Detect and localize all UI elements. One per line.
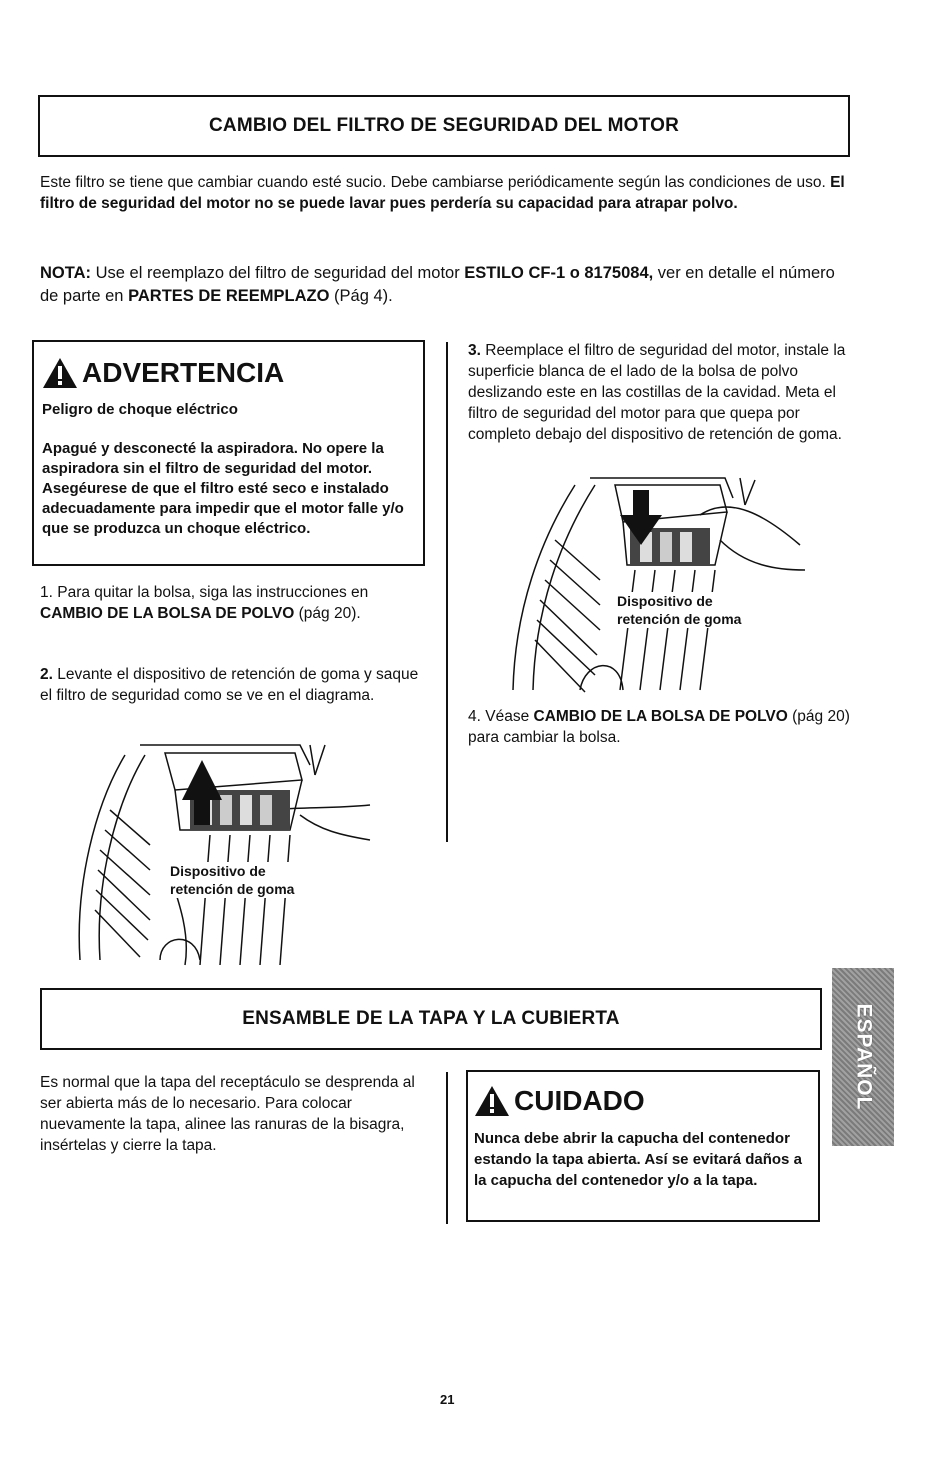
step-ref: CAMBIO DE LA BOLSA DE POLVO [40, 605, 295, 622]
caption-line: retención de goma [617, 611, 742, 627]
caution-title: CUIDADO [514, 1085, 645, 1116]
language-tab-label: ESPAÑOL [852, 1003, 875, 1111]
warning-heading [42, 356, 415, 390]
caption-line: retención de goma [170, 881, 295, 897]
nota-page: (Pág 4). [329, 287, 393, 305]
step-4 [468, 706, 853, 748]
section-title-lid-assembly [40, 988, 822, 1050]
nota-paragraph [40, 262, 845, 308]
step-text: Reemplace el filtro de seguridad del motor, instale la superficie blanca de el lado de la bolsa de polvo deslizando este en las costillas de la cavidad. Meta el filtro de seguridad del motor para que quepa por completo debajo del dispositivo de retención de goma. [468, 342, 846, 443]
warning-title: ADVERTENCIA [82, 357, 285, 388]
step-number: 3. [468, 342, 481, 359]
filter-removal-diagram [70, 735, 400, 970]
diagram-1-caption [168, 862, 296, 898]
nota-text: ver en detalle el número de parte en [40, 264, 835, 305]
diagram-2-caption [615, 592, 743, 628]
section-title-motor-filter [38, 95, 850, 157]
warning-body: Apagué y desconecté la aspiradora. No opere la aspiradora sin el filtro de seguridad del motor. Asegéurese de que el filtro esté seco e instalado adecuadamente para impedir que el motor falle y/o que se produzca un choque eléctrico. [42, 440, 404, 537]
caution-heading [474, 1084, 812, 1118]
page-number: 21 [440, 1392, 455, 1407]
section-title-text: CAMBIO DEL FILTRO DE SEGURIDAD DEL MOTOR [209, 115, 679, 136]
step-text: (pág 20) para cambiar la bolsa. [468, 708, 850, 746]
warning-triangle-icon [42, 357, 78, 389]
warning-box [32, 340, 425, 566]
caption-line: Dispositivo de [170, 863, 266, 879]
step-ref: CAMBIO DE LA BOLSA DE POLVO [533, 708, 788, 725]
step-text: Véase [480, 708, 534, 725]
step-1 [40, 582, 412, 624]
step-2 [40, 664, 420, 706]
column-divider [446, 1072, 448, 1224]
nota-parts-ref: PARTES DE REEMPLAZO [128, 287, 330, 305]
warning-subtitle: Peligro de choque eléctrico [42, 401, 238, 418]
lid-assembly-body: Es normal que la tapa del receptáculo se desprenda al ser abierta más de lo necesario. Para colocar nuevamente la tapa, alinee las ranuras de la bisagra, insértelas y cierre la tapa. [40, 1074, 415, 1154]
step-number: 2. [40, 666, 53, 683]
intro-bold-text: El filtro de seguridad del motor no se puede lavar pues perdería su capacidad para atrapar polvo. [40, 174, 845, 212]
nota-label: NOTA: [40, 264, 92, 282]
caution-box [466, 1070, 820, 1222]
step-number: 4. [468, 708, 481, 725]
caption-line: Dispositivo de [617, 593, 713, 609]
filter-install-diagram [505, 470, 815, 695]
step-number: 1. [40, 584, 53, 601]
nota-text: Use el reemplazo del filtro de seguridad del motor [91, 264, 465, 282]
lid-assembly-text [40, 1072, 425, 1156]
intro-paragraph [40, 172, 845, 214]
step-text: Levante el dispositivo de retención de goma y saque el filtro de seguridad como se ve en el diagrama. [40, 666, 419, 704]
step-text: (pág 20). [294, 605, 361, 622]
nota-model: ESTILO CF-1 o 8175084, [464, 264, 654, 282]
column-divider [446, 342, 448, 842]
section-title-text: ENSAMBLE DE LA TAPA Y LA CUBIERTA [242, 1008, 620, 1029]
step-text: Para quitar la bolsa, siga las instrucciones en [52, 584, 369, 601]
warning-triangle-icon [474, 1085, 510, 1117]
step-3 [468, 340, 853, 445]
language-tab [832, 968, 894, 1146]
intro-text: Este filtro se tiene que cambiar cuando esté sucio. Debe cambiarse periódicamente según las condiciones de uso. [40, 174, 831, 191]
caution-body: Nunca debe abrir la capucha del contenedor estando la tapa abierta. Así se evitará daños a la capucha del contenedor y/o a la tapa. [474, 1130, 802, 1189]
